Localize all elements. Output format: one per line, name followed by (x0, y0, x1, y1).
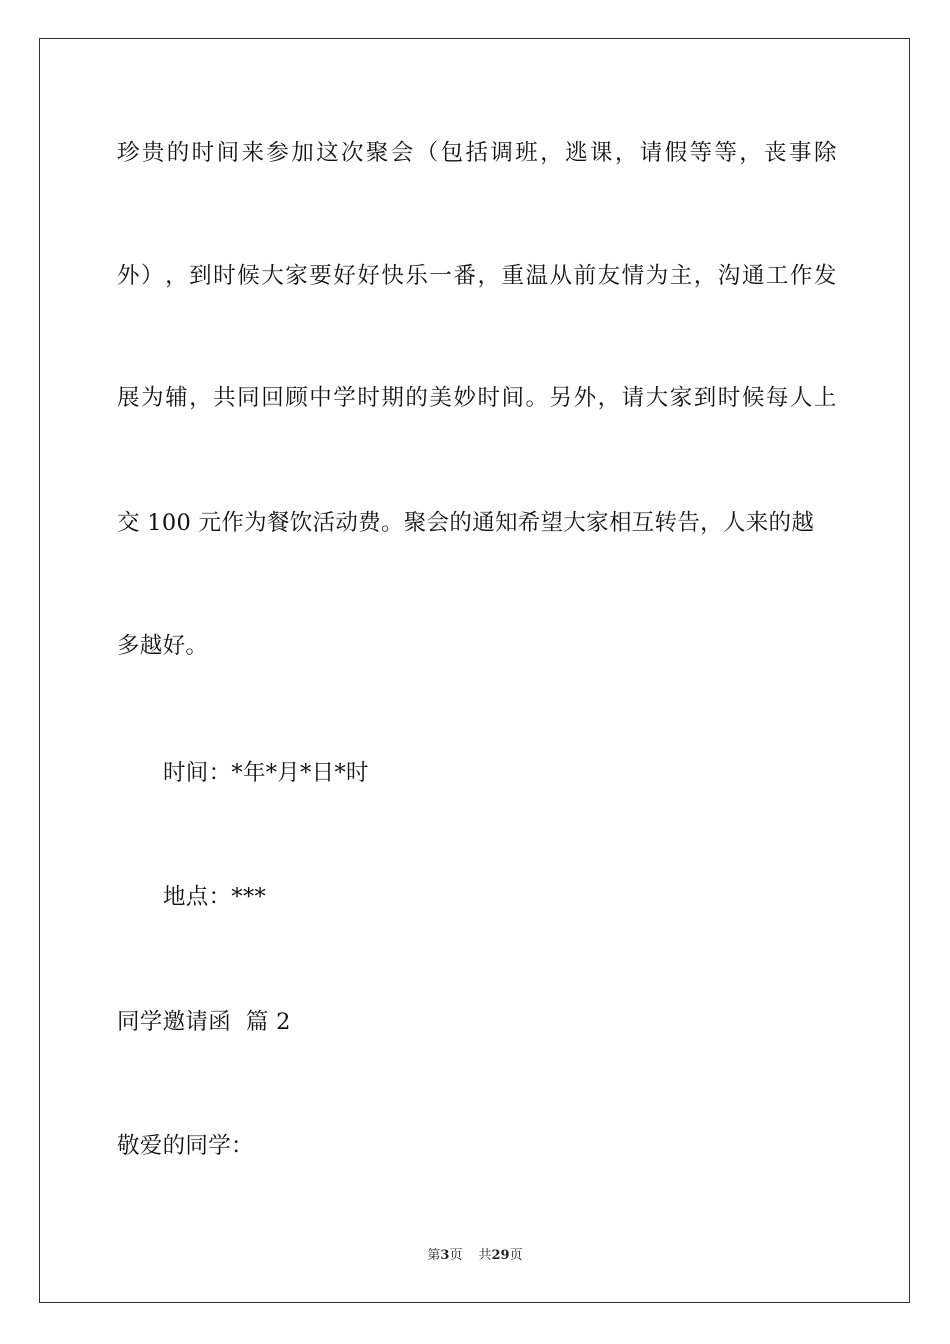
paragraph-line-5: 多越好。 (117, 633, 209, 659)
glyph: 时 (477, 385, 501, 411)
time-line: 时间：*年*月*日*时 (163, 760, 369, 786)
glyph: 为 (645, 263, 669, 289)
glyph: 时 (213, 263, 236, 289)
glyph: 另 (549, 385, 573, 411)
glyph: 间 (501, 385, 525, 411)
glyph: 等 (689, 140, 713, 166)
footer-total-suffix: 页 (509, 1248, 523, 1263)
glyph: ， (739, 140, 763, 166)
glyph: 括 (465, 140, 489, 166)
glyph: 快 (381, 263, 405, 289)
glyph: 的 (166, 140, 190, 166)
glyph: 外 (117, 263, 140, 289)
glyph: 学 (333, 385, 357, 411)
glyph: 美 (429, 385, 453, 411)
glyph: ， (189, 385, 212, 411)
glyph: 要 (309, 263, 333, 289)
glyph: ， (165, 263, 188, 289)
glyph: 中 (309, 385, 333, 411)
glyph: 通 (741, 263, 765, 289)
glyph: 从 (549, 263, 573, 289)
glyph: 参 (266, 140, 290, 166)
glyph: ， (597, 385, 621, 411)
glyph: 重 (501, 263, 525, 289)
glyph: 到 (693, 385, 717, 411)
paragraph-line-4: 交 100 元作为餐饮活动费。聚会的通知希望大家相互转告，人来的越 (117, 510, 815, 536)
glyph: 大 (261, 263, 284, 289)
glyph: 共 (213, 385, 236, 411)
page-footer (0, 1247, 950, 1265)
glyph: 逃 (565, 140, 588, 166)
footer-page-suffix: 页 (449, 1248, 463, 1263)
glyph: 同 (237, 385, 260, 411)
glyph: 发 (813, 263, 837, 289)
glyph: 假 (664, 140, 688, 166)
glyph: 工 (765, 263, 789, 289)
glyph: ， (614, 140, 638, 166)
glyph: （ (415, 140, 439, 166)
glyph: 作 (789, 263, 813, 289)
glyph: 顾 (285, 385, 309, 411)
glyph: 外 (573, 385, 597, 411)
glyph: ， (477, 263, 501, 289)
paragraph-line-1 (117, 138, 837, 168)
glyph: 人 (789, 385, 813, 411)
glyph: 间 (216, 140, 240, 166)
glyph: 家 (285, 263, 309, 289)
glyph: 丧 (764, 140, 787, 166)
glyph: 等 (714, 140, 738, 166)
glyph: 到 (189, 263, 212, 289)
glyph: 次 (341, 140, 364, 166)
glyph: 调 (490, 140, 514, 166)
page-border (39, 38, 910, 1303)
salutation: 敬爱的同学： (117, 1133, 254, 1159)
glyph: 上 (813, 385, 837, 411)
footer-page-total: 29 (491, 1248, 510, 1263)
glyph: 珍 (117, 140, 140, 166)
glyph: 主 (669, 263, 693, 289)
glyph: 一 (429, 263, 453, 289)
glyph: ， (540, 140, 563, 166)
glyph: 时 (717, 385, 741, 411)
glyph: 贵 (141, 140, 165, 166)
glyph: 时 (357, 385, 381, 411)
glyph: 回 (261, 385, 284, 411)
paragraph-line-3 (117, 383, 837, 413)
glyph: 聚 (365, 140, 389, 166)
glyph: 温 (525, 263, 549, 289)
glyph: 展 (117, 385, 140, 411)
footer-page-prefix: 第 (427, 1248, 441, 1263)
glyph: 每 (765, 385, 789, 411)
glyph: ， (693, 263, 717, 289)
place-line: 地点：*** (163, 884, 267, 910)
glyph: 家 (669, 385, 693, 411)
glyph: 沟 (717, 263, 741, 289)
glyph: 来 (241, 140, 265, 166)
glyph: 。 (525, 385, 549, 411)
glyph: 候 (237, 263, 260, 289)
glyph: ） (141, 263, 164, 289)
glyph: 时 (191, 140, 215, 166)
glyph: 课 (589, 140, 613, 166)
glyph: 期 (381, 385, 405, 411)
glyph: 候 (741, 385, 765, 411)
glyph: 为 (141, 385, 164, 411)
glyph: 请 (621, 385, 645, 411)
glyph: 辅 (165, 385, 188, 411)
glyph: 的 (405, 385, 429, 411)
glyph: 包 (440, 140, 464, 166)
footer-total-prefix: 共 (478, 1248, 492, 1263)
glyph: 妙 (453, 385, 477, 411)
glyph: 好 (357, 263, 381, 289)
glyph: 请 (639, 140, 663, 166)
paragraph-line-2 (117, 261, 837, 291)
glyph: 情 (621, 263, 645, 289)
section-title: 同学邀请函 篇 2 (117, 1009, 291, 1035)
glyph: 会 (390, 140, 414, 166)
footer-page-current: 3 (440, 1248, 450, 1263)
glyph: 除 (813, 140, 837, 166)
glyph: 大 (645, 385, 669, 411)
glyph: 乐 (405, 263, 429, 289)
glyph: 好 (333, 263, 357, 289)
glyph: 前 (573, 263, 597, 289)
glyph: 友 (597, 263, 621, 289)
glyph: 加 (291, 140, 315, 166)
glyph: 班 (515, 140, 539, 166)
glyph: 番 (453, 263, 477, 289)
glyph: 这 (316, 140, 339, 166)
glyph: 事 (789, 140, 812, 166)
